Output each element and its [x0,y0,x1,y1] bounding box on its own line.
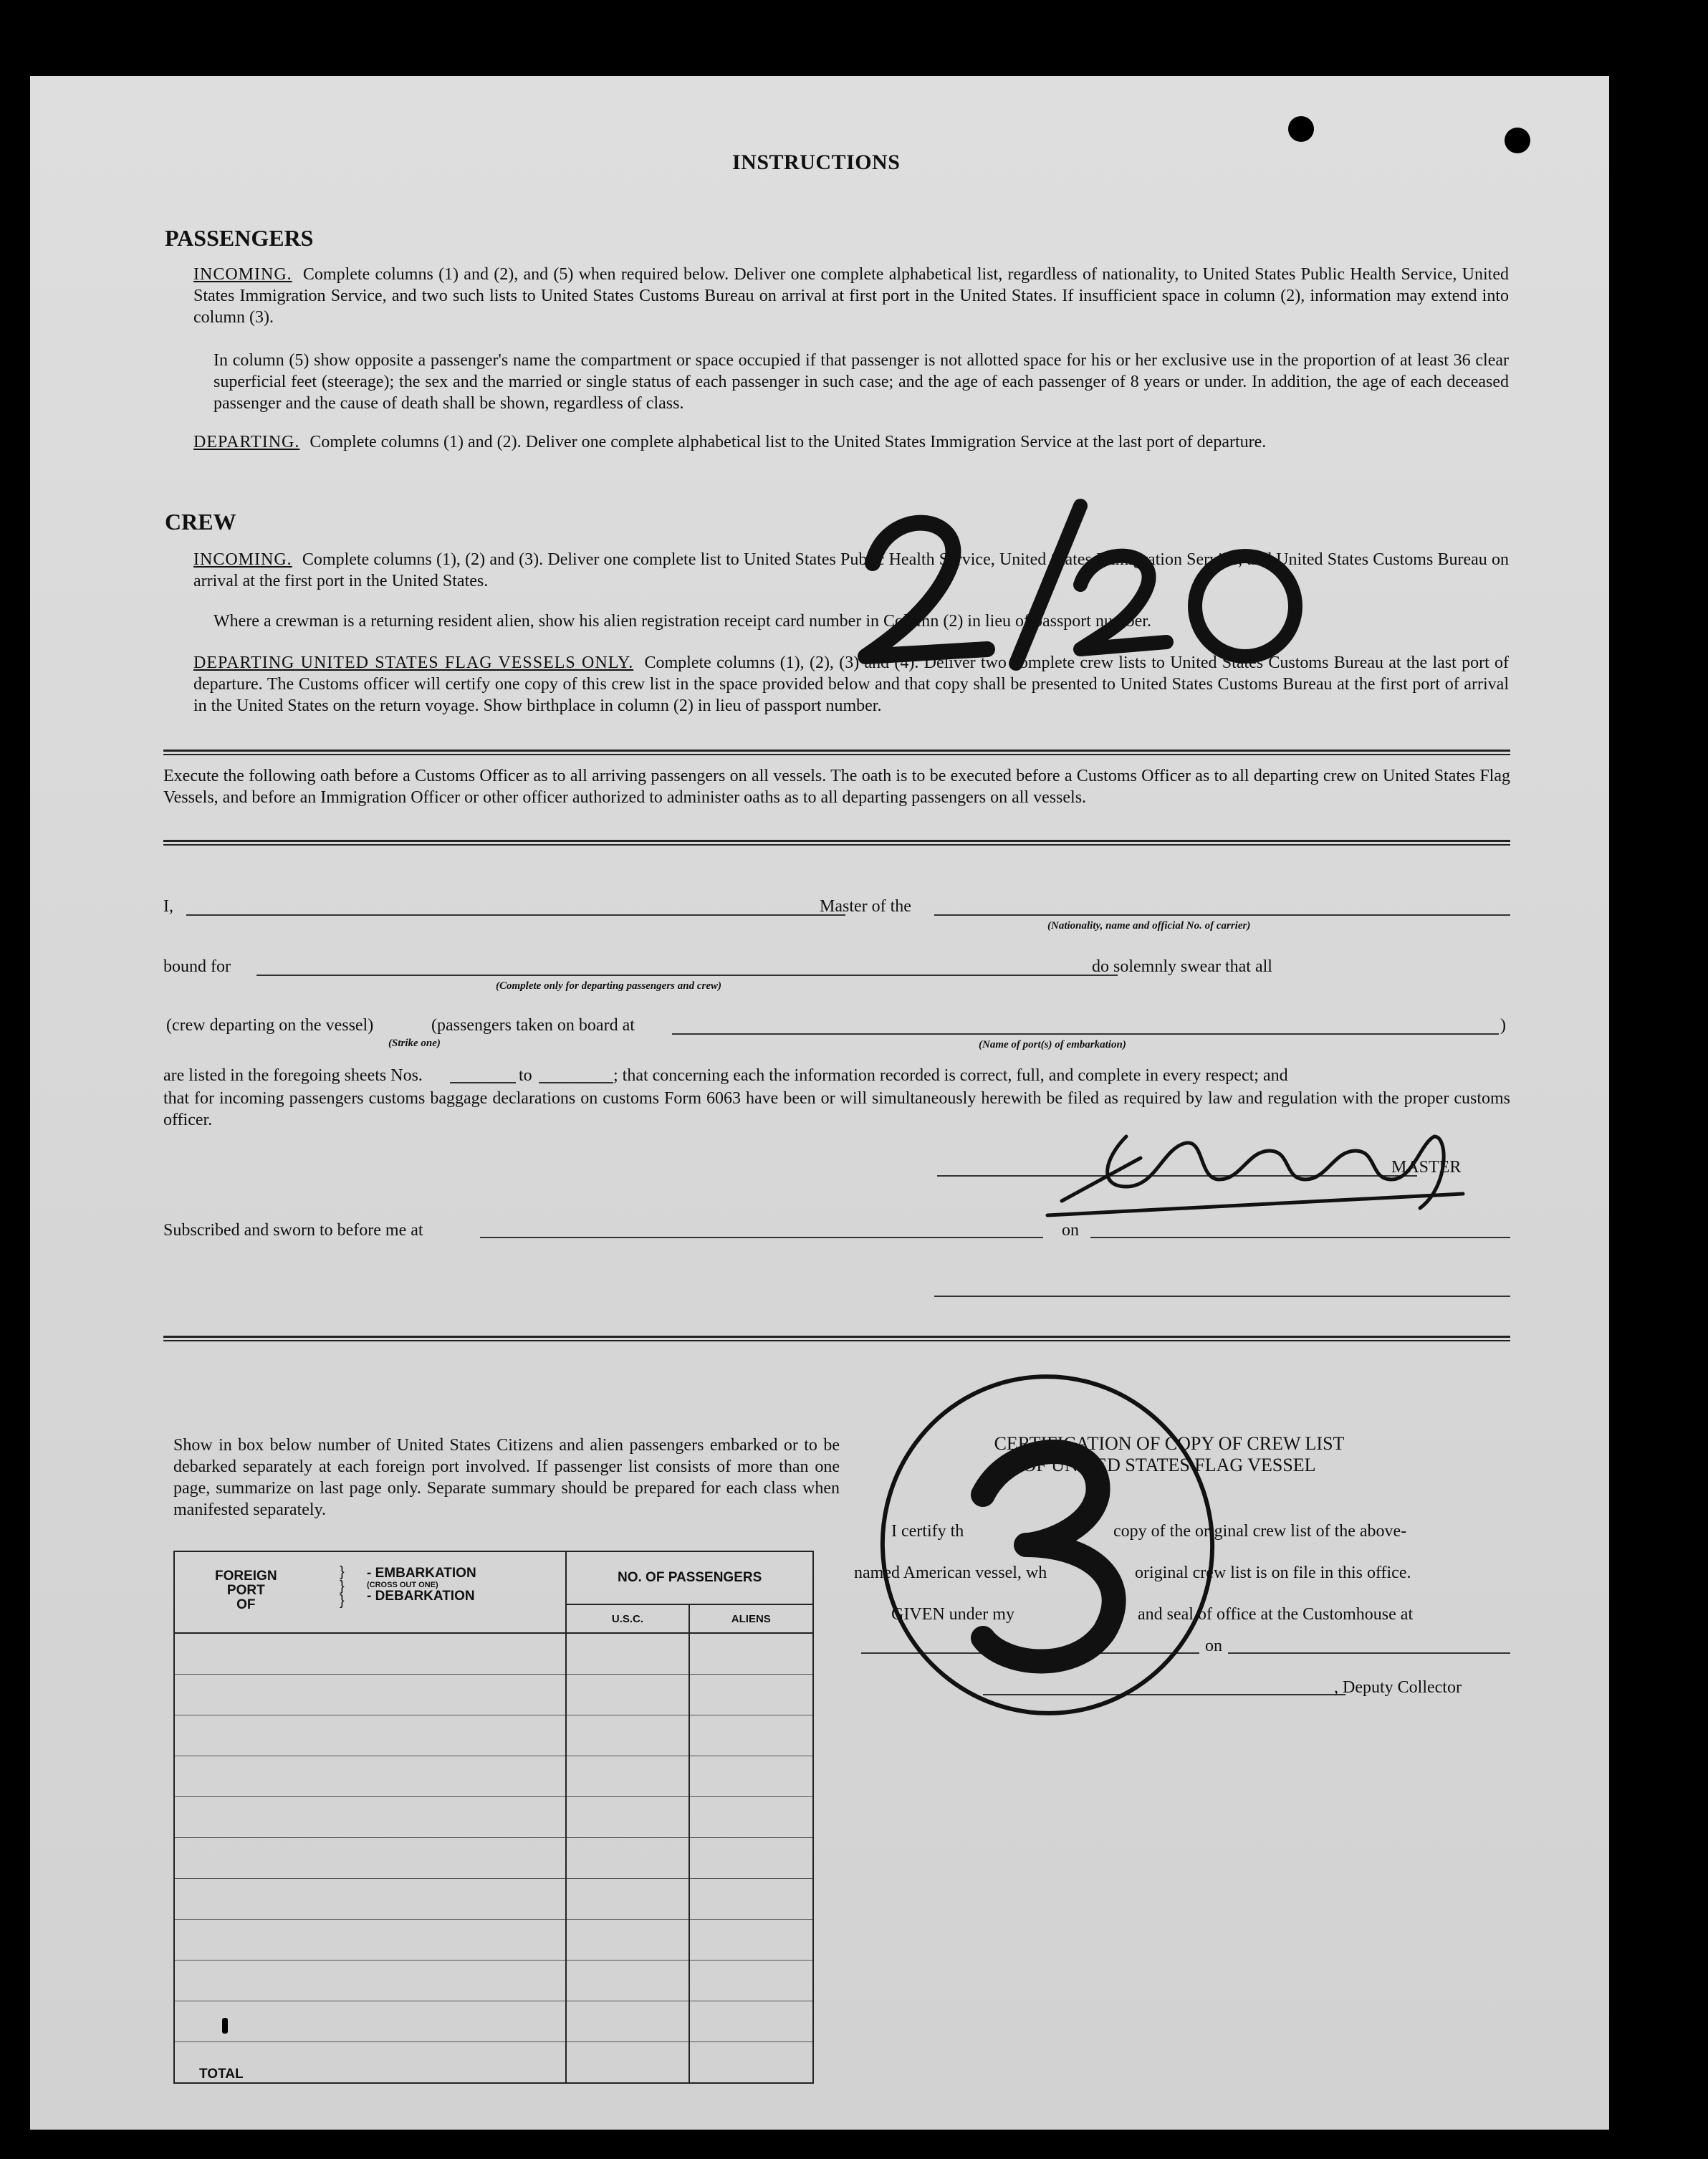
certification-title: CERTIFICATION OF COPY OF CREW LIST OF UNITED STATES FLAG VESSEL [994,1433,1345,1475]
table-row [174,1675,813,1715]
embark-debark-label: - EMBARKATION (CROSS OUT ONE) - DEBARKATION [367,1566,476,1604]
master-name-field[interactable] [186,914,845,916]
sworn-on-label: on [1062,1221,1079,1240]
passengers-departing-lead: DEPARTING. [193,433,300,451]
divider [163,750,1510,752]
sworn-at-field[interactable] [480,1237,1043,1238]
bound-for-label: bound for [163,957,231,976]
crew-incoming-text: Complete columns (1), (2) and (3). Deliver one complete list to United States Public Health Service, United States Immigration Service, and United States Customs Bureau on arrival at the first port in the United States. [193,550,1510,590]
carrier-field[interactable] [934,914,1510,916]
table-row [174,1961,813,2001]
bound-for-caption: (Complete only for departing passengers and crew) [496,980,721,992]
section-heading-crew: CREW [165,509,236,535]
named-line-a: named American vessel, wh [854,1564,1047,1582]
listed-continued: ; that concerning each the information recorded is correct, full, and complete in every respect; and [613,1066,1288,1085]
crew-departing-lead: DEPARTING UNITED STATES FLAG VESSELS ONLY. [193,654,634,672]
summary-instructions: Show in box below number of United States Citizens and alien passengers embarked or to be debarked separately at each foreign port involved. If passenger list consists of more than one page, summarize on last page only. Separate summary should be prepared for each class when manifested separately. [173,1436,840,1519]
oath-instruction: Execute the following oath before a Customs Officer as to all arriving passengers on all vessels. The oath is to be executed before a Customs Officer as to all departing crew on United States Flag Vessels, and before an Immigration Officer or other officer authorized to administer oaths as to all departing passengers on all vessels. [163,767,1510,807]
passengers-column5-paragraph: In column (5) show opposite a passenger's name the compartment or space occupied if that passenger is not allotted space for his or her exclusive use in the proportion of at least 36 clear superficial feet (steerage); the sex and the married or single status of each passenger in such case; and the age of each passenger of 8 years or under. In addition, the age of each deceased passenger and the cause of death shall be shown, regardless of class. [214,351,1509,413]
subscribed-label: Subscribed and sworn to before me at [163,1221,423,1240]
handwritten-circled-number [854,1330,1241,1731]
certify-line-a: I certify th [891,1522,964,1541]
form-page [30,76,1609,2130]
usc-header: U.S.C. [566,1604,689,1633]
handwritten-fraction [844,477,1360,678]
divider [163,754,1510,755]
passenger-summary-table [173,1551,814,2084]
passengers-departing-text: Complete columns (1) and (2). Deliver one complete alphabetical list to the United States Immigration Service at the last port of departure. [310,433,1267,451]
sworn-date-field[interactable] [1090,1237,1510,1238]
crew-departing-text: Complete columns (1), (2), (3) and (4). Deliver two complete crew lists to United States Customs Bureau at the last port of departure. The Customs officer will certify one copy of this crew list in the space provided below and that copy shall be presented to United States Customs Bureau at the first port of arrival in the United States on the return voyage. Show birthplace in column (2) in lieu of passport number. [193,654,1509,715]
passengers-taken-option: (passengers taken on board at [431,1016,635,1035]
sheet-to-field[interactable] [539,1082,613,1083]
passengers-incoming-paragraph [193,264,1509,328]
given-line-a: GIVEN under my [891,1605,1014,1624]
table-row [174,1633,813,1675]
listed-rest: that for incoming passengers customs baggage declarations on customs Form 6063 have been or will simultaneously herewith be filed as required by law and regulation with the proper customs officer. [163,1089,1510,1129]
passengers-incoming-text: Complete columns (1) and (2), and (5) when required below. Deliver one complete alphabetical list, regardless of nationality, to United States Public Health Service, United States Immigration Service, and two such lists to United States Customs Bureau on arrival at first port in the United States. If insufficient space in column (2), information may extend into column (3). [193,265,1509,327]
brace-glyph: } } } [340,1564,345,1609]
master-signature [1019,1108,1477,1222]
no-of-passengers-header: NO. OF PASSENGERS [566,1551,813,1604]
ink-mark [222,2018,228,2034]
officer-signature-line[interactable] [934,1296,1510,1297]
passengers-incoming-lead: INCOMING. [193,265,292,284]
deputy-collector-label: , Deputy Collector [1334,1678,1462,1697]
named-line-b: original crew list is on file in this office. [1135,1564,1411,1582]
divider [163,840,1510,842]
strike-one-caption: (Strike one) [388,1038,441,1049]
table-row [174,1879,813,1920]
punch-hole [1505,128,1530,153]
port-column-header [174,1551,566,1633]
listed-label: are listed in the foregoing sheets Nos. [163,1066,423,1085]
swear-label: do solemnly swear that all [1092,957,1272,976]
certify-line-b: copy of the original crew list of the above- [1113,1522,1407,1541]
divider [163,1340,1510,1341]
cert-date-field[interactable] [1228,1652,1510,1654]
given-line-b: and seal of office at the Customhouse at [1138,1605,1414,1624]
crew-resident-paragraph: Where a crewman is a returning resident alien, show his alien registration receipt card number in Column (2) in lieu of passport number. [214,612,1151,631]
oath-i-label: I, [163,897,173,916]
table-row [174,1920,813,1961]
close-paren: ) [1500,1016,1506,1035]
divider [163,844,1510,846]
master-of-label: Master of the [820,897,911,916]
cert-on-label: on [1205,1637,1222,1655]
passengers-departing-paragraph [193,431,1509,453]
section-heading-passengers: PASSENGERS [165,225,314,251]
crew-incoming-lead: INCOMING. [193,550,292,569]
punch-hole [1288,116,1314,142]
divider [163,1336,1510,1338]
crew-departing-option: (crew departing on the vessel) [166,1016,374,1035]
listed-to-label: to [519,1066,532,1085]
table-row [174,1756,813,1797]
total-label: TOTAL [174,2042,566,2084]
master-label: MASTER [1391,1158,1462,1177]
foreign-port-label: FOREIGN PORT OF [215,1569,277,1612]
table-row [174,1838,813,1879]
ports-caption: (Name of port(s) of embarkation) [979,1039,1126,1050]
sheet-from-field[interactable] [450,1082,516,1083]
total-row [174,2042,813,2084]
carrier-caption: (Nationality, name and official No. of carrier) [1047,920,1251,932]
embarkation-ports-field[interactable] [672,1033,1499,1035]
aliens-header: ALIENS [689,1604,813,1633]
table-row [174,1715,813,1756]
table-row [174,2001,813,2042]
page-title: INSTRUCTIONS [732,150,901,174]
bound-for-field[interactable] [256,975,1118,976]
table-row [174,1797,813,1838]
